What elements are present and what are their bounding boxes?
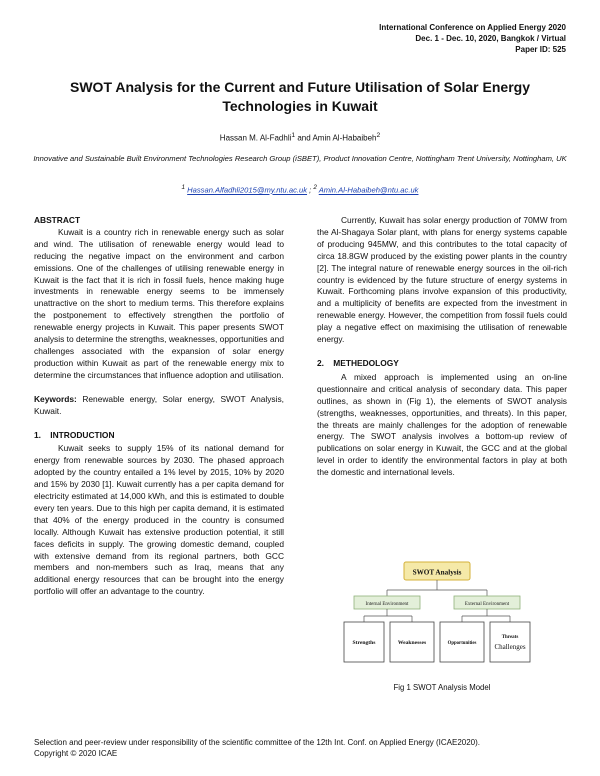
swot-diagram <box>342 560 532 675</box>
keywords-label: Keywords: <box>34 393 77 404</box>
intro-heading: 1. INTRODUCTION <box>34 429 115 440</box>
author-line <box>40 132 560 143</box>
footer-copyright: Copyright © 2020 ICAE <box>34 749 118 758</box>
threats-box <box>490 622 530 662</box>
external-env-label: External Environment <box>464 602 510 607</box>
methodology-text: A mixed approach is implemented using an on-line questionnaire and critical analysis of secondary data. This paper outlines, as shown in (Fig 1), the elements of SWOT analysis (strengths, weaknesses, opportunities, and threats). In this paper, the threats are mainly challenges for the adoption of renewable energy. The SWOT analysis involves a bottom-up review of publications on solar energy in Kuwait, the GCC and at the global level in order to identify the environmental factors in play at both the domestic and international levels. <box>317 371 567 478</box>
left-column <box>34 215 284 598</box>
email-line <box>40 184 560 195</box>
methodology-heading: 2. METHEDOLOGY <box>317 357 399 368</box>
abstract-text: Kuwait is a country rich in renewable energy such as solar and wind. The utilisation of renewable energy would lead to reducing the negative impact on the environment and carbon emissions. One of the challenges of utilising renewable energy in Kuwait is the fact that it is rich in fossil fuels, hence making huge investments in renewable energy seems to be immensely unattractive on the short to medium terms. This therefore explains the postponement to effectively strengthen the portfolio of renewable energy projects in Kuwait. This paper presents SWOT analysis to determine the strengths, weaknesses, opportunities and challenges associated with the expansion of solar energy production within Kuwait as part of the renewable energy mix to determine the circumstances that influence adoption and utilisation. <box>34 226 284 380</box>
author-1: Hassan M. Al-Fadhli <box>219 133 292 143</box>
right-intro-paragraph: Currently, Kuwait has solar energy production of 70MW from the Al-Shagaya Solar plant, with plans for energy systems capable of producing 945MW, and this contributes to the total capacity of circa 18.8GW produced by the existing power plants in the country [2]. The integral nature of renewable energy sources in the oil-rich country is evidenced by the future structure of energy systems in Kuwait. Forthcoming plans involve expansion of this productivity, and a multiplicity of benefits are expected from the investment in renewable energy. However, the competition from fossil fuels could play a negative effect on maximising the utilisation of renewable energy. <box>317 215 567 345</box>
paper-title: SWOT Analysis for the Current and Future Utilisation of Solar Energy Technologies in Kuwait <box>70 79 530 114</box>
internal-env-label: Internal Environment <box>365 602 409 607</box>
challenges-label: Challenges <box>494 643 526 651</box>
figure-caption: Fig 1 SWOT Analysis Model <box>393 683 491 692</box>
threats-label: Threats <box>501 635 519 640</box>
email-2-sup: 2 <box>313 184 317 191</box>
opportunities-label: Opportunities <box>447 641 477 646</box>
abstract-heading: ABSTRACT <box>34 215 81 225</box>
email-1-link[interactable]: Hassan.Alfadhli2015@my.ntu.ac.uk <box>187 185 308 195</box>
intro-text: Kuwait seeks to supply 15% of its national demand for energy from renewable sources by 2030. The phased approach adopted by the country entailed a 1% level by 2015, 10% by 2020 and 15% by 2030 [1]. Kuwait currently has a per capita demand for electricity estimated at 14,000 kWh, and this is estimated to double every ten years. Due to this high per capita demand, it is estimated that 40% of the energy produced in the country is consumed locally. Although Kuwait has extensive production potential, it still faces deficits in supply. The growing domestic demand, coupled with extensive demand from its regional partners, both GCC members and non-members such as Iraq, means that any additional energy resources that can be brought into the energy portfolio will offer an advantage to the country. <box>34 443 284 597</box>
weaknesses-label: Weaknesses <box>397 640 427 646</box>
swot-top-label: SWOT Analysis <box>412 568 462 577</box>
strengths-label: Strengths <box>352 640 376 646</box>
conference-name: International Conference on Applied Energy 2020 <box>379 23 566 32</box>
right-column <box>317 215 567 479</box>
keywords <box>34 394 284 418</box>
author-and: and <box>295 133 313 143</box>
email-sep: ; <box>307 185 314 195</box>
paper-id: Paper ID: 525 <box>515 45 566 54</box>
conference-dates: Dec. 1 - Dec. 10, 2020, Bangkok / Virtual <box>415 34 566 43</box>
author-2-sup: 2 <box>376 132 381 139</box>
email-2-link[interactable]: Amin.Al-Habaibeh@ntu.ac.uk <box>318 185 419 195</box>
page-footer <box>34 737 574 759</box>
keywords-text: Renewable energy, Solar energy, SWOT Analysis, Kuwait. <box>34 393 284 416</box>
author-1-sup: 1 <box>291 132 296 139</box>
affiliation: Innovative and Sustainable Built Environment Technologies Research Group (iSBET), Product Innovation Centre, Nottingham Trent University, Nottingham, UK <box>33 154 567 163</box>
footer-selection: Selection and peer-review under responsibility of the scientific committee of the 12th Int. Conf. on Applied Energy (ICAE2020). <box>34 738 481 747</box>
conference-header <box>266 22 566 55</box>
email-1-sup: 1 <box>181 184 186 191</box>
author-2: Amin Al-Habaibeh <box>312 133 377 143</box>
